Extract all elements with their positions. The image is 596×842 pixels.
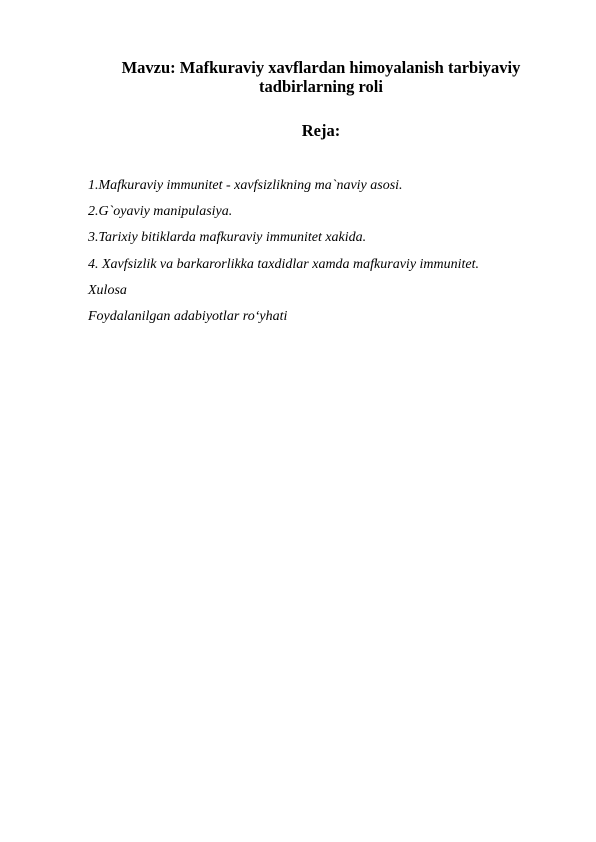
- plan-item: 4. Xavfsizlik va barkarorlikka taxdidlar xamda mafkuraviy immunitet.: [88, 256, 480, 272]
- title-line-2: tadbirlarning roli: [259, 77, 383, 96]
- title-line-1: Mavzu: Mafkuraviy xavflardan himoyalanish tarbiyaviy: [121, 58, 521, 77]
- plan-list: [88, 176, 558, 333]
- plan-heading: Reja:: [301, 121, 341, 140]
- plan-item-references: Foydalanilgan adabiyotlar ro‘yhati: [88, 308, 288, 324]
- plan-item: 1.Mafkuraviy immunitet - xavfsizlikning ma`naviy asosi.: [88, 178, 403, 193]
- plan-item-conclusion: Xulosa: [88, 282, 127, 298]
- document-title: [88, 58, 554, 96]
- plan-item: 3.Tarixiy bitiklarda mafkuraviy immunitet xakida.: [88, 230, 367, 246]
- plan-item: 2.G`oyaviy manipulasiya.: [88, 204, 233, 220]
